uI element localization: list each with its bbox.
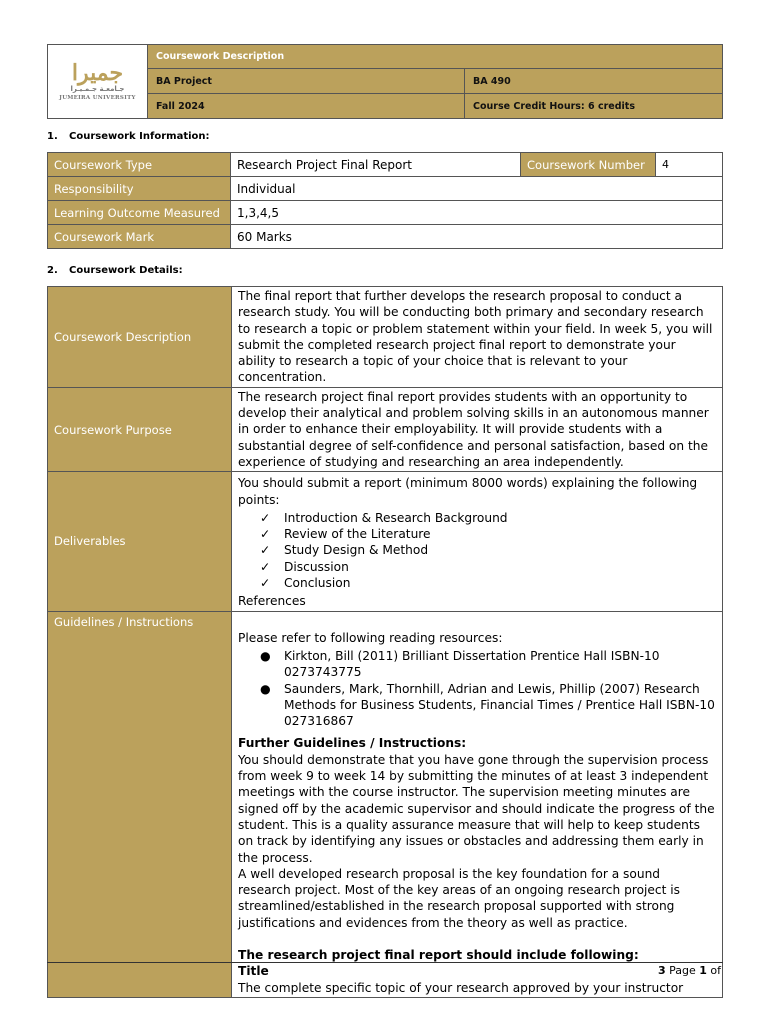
list-item: ✓ Study Design & Method xyxy=(260,543,429,558)
table-row xyxy=(48,472,723,611)
coursework-type-value: Research Project Final Report xyxy=(231,153,521,177)
coursework-description-label: Coursework Description xyxy=(48,287,232,388)
table-row xyxy=(48,287,723,388)
coursework-information-table xyxy=(47,152,723,249)
learning-outcome-label: Learning Outcome Measured xyxy=(48,201,231,225)
report-include-heading: The research project final report should include following: xyxy=(238,947,639,962)
title-text: The complete specific topic of your research approved by your instructor xyxy=(238,980,684,995)
coursework-type-label: Coursework Type xyxy=(48,153,231,177)
page-number: 3 Page 1 of xyxy=(657,964,721,977)
coursework-mark-label: Coursework Mark xyxy=(48,225,231,249)
list-item: ✓ Conclusion xyxy=(260,576,351,591)
deliverables-content xyxy=(232,472,723,611)
further-guidelines-paragraph-2: A well developed research proposal is the key foundation for a sound research project. Most of the key areas of an ongoing research project is streamlined/established in the research proposal supported with strong justifications and evidences from the theory as well as practice. xyxy=(238,866,681,930)
coursework-number-label: Coursework Number xyxy=(521,153,656,177)
responsibility-value: Individual xyxy=(231,177,723,201)
checkmark-icon: ✓ xyxy=(260,543,271,558)
coursework-purpose-label: Coursework Purpose xyxy=(48,387,232,471)
checkmark-icon: ✓ xyxy=(260,559,271,574)
header-credits: Course Credit Hours: 6 credits xyxy=(465,94,723,119)
reading-intro: Please refer to following reading resources: xyxy=(238,630,503,645)
list-item: ● Kirkton, Bill (2011) Brilliant Dissertation Prentice Hall ISBN-10 0273743775 xyxy=(260,648,660,680)
table-row xyxy=(48,177,723,201)
footer-divider xyxy=(47,962,723,963)
table-row xyxy=(48,387,723,471)
table-row xyxy=(48,225,723,249)
header-term: Fall 2024 xyxy=(148,94,465,119)
guidelines-content xyxy=(232,611,723,997)
logo-arabic-subtitle: جـامعـة جـمـيـرا xyxy=(70,85,125,93)
table-row xyxy=(48,201,723,225)
header-course-code: BA 490 xyxy=(465,69,723,94)
guidelines-label: Guidelines / Instructions xyxy=(48,611,232,997)
table-row xyxy=(48,611,723,997)
header-project: BA Project xyxy=(148,69,465,94)
checkmark-icon: ✓ xyxy=(260,576,271,591)
learning-outcome-value: 1,3,4,5 xyxy=(231,201,723,225)
checkmark-icon: ✓ xyxy=(260,510,271,525)
coursework-mark-value: 60 Marks xyxy=(231,225,723,249)
table-row xyxy=(48,153,723,177)
further-guidelines-heading: Further Guidelines / Instructions: xyxy=(238,736,467,751)
reading-list xyxy=(238,648,716,729)
list-item: ● Saunders, Mark, Thornhill, Adrian and Lewis, Phillip (2007) Research Methods for Business Students, Financial Times / Prentice Hall ISBN-10 027316867 xyxy=(260,681,715,729)
coursework-purpose-text: The research project final report provides students with an opportunity to develop their analytical and problem solving skills in an autonomous manner in order to enhance their employability. It will provide students with a substantial degree of self-confidence and personal satisfaction, based on the experience of studying and researching an area independently. xyxy=(232,387,723,471)
list-item: ✓ Review of the Literature xyxy=(260,527,431,542)
list-item: ✓ Discussion xyxy=(260,559,349,574)
logo-english: JUMEIRA UNIVERSITY xyxy=(59,95,136,101)
deliverables-intro: You should submit a report (minimum 8000 words) explaining the following points: xyxy=(238,476,698,507)
coursework-description-text: The final report that further develops the research proposal to conduct a research study. You will be conducting both primary and secondary research to research a topic or problem statement within your field. In week 5, you will submit the completed research project final report to demonstrate your ability to research a topic of your choice that is relevant to your concentration. xyxy=(232,287,723,388)
coursework-number-value: 4 xyxy=(656,153,723,177)
deliverables-list xyxy=(238,510,716,591)
bullet-icon: ● xyxy=(260,681,271,696)
header-title: Coursework Description xyxy=(148,45,723,69)
list-item: ✓ Introduction & Research Background xyxy=(260,510,508,525)
section-heading-information: 1. Coursework Information: xyxy=(47,131,210,142)
coursework-details-table xyxy=(47,286,723,998)
logo-arabic-calligraphy: جميرا xyxy=(71,60,124,86)
deliverables-label: Deliverables xyxy=(48,472,232,611)
document-header xyxy=(47,44,723,119)
further-guidelines-paragraph-1: You should demonstrate that you have gone through the supervision process from week 9 to week 14 by submitting the minutes of at least 3 independent meetings with the course instructor. The supervision meeting minutes are signed off by the academic supervisor and should indicate the progress of the student. This is a quality assurance measure that will help to keep students on track by identifying any issues or obstacles and addressing them early in the process. xyxy=(238,752,715,865)
responsibility-label: Responsibility xyxy=(48,177,231,201)
deliverables-references: References xyxy=(238,594,306,609)
bullet-icon: ● xyxy=(260,648,271,663)
section-heading-details: 2. Coursework Details: xyxy=(47,265,183,276)
title-heading: Title xyxy=(238,964,269,979)
checkmark-icon: ✓ xyxy=(260,527,271,542)
university-logo xyxy=(48,45,148,119)
